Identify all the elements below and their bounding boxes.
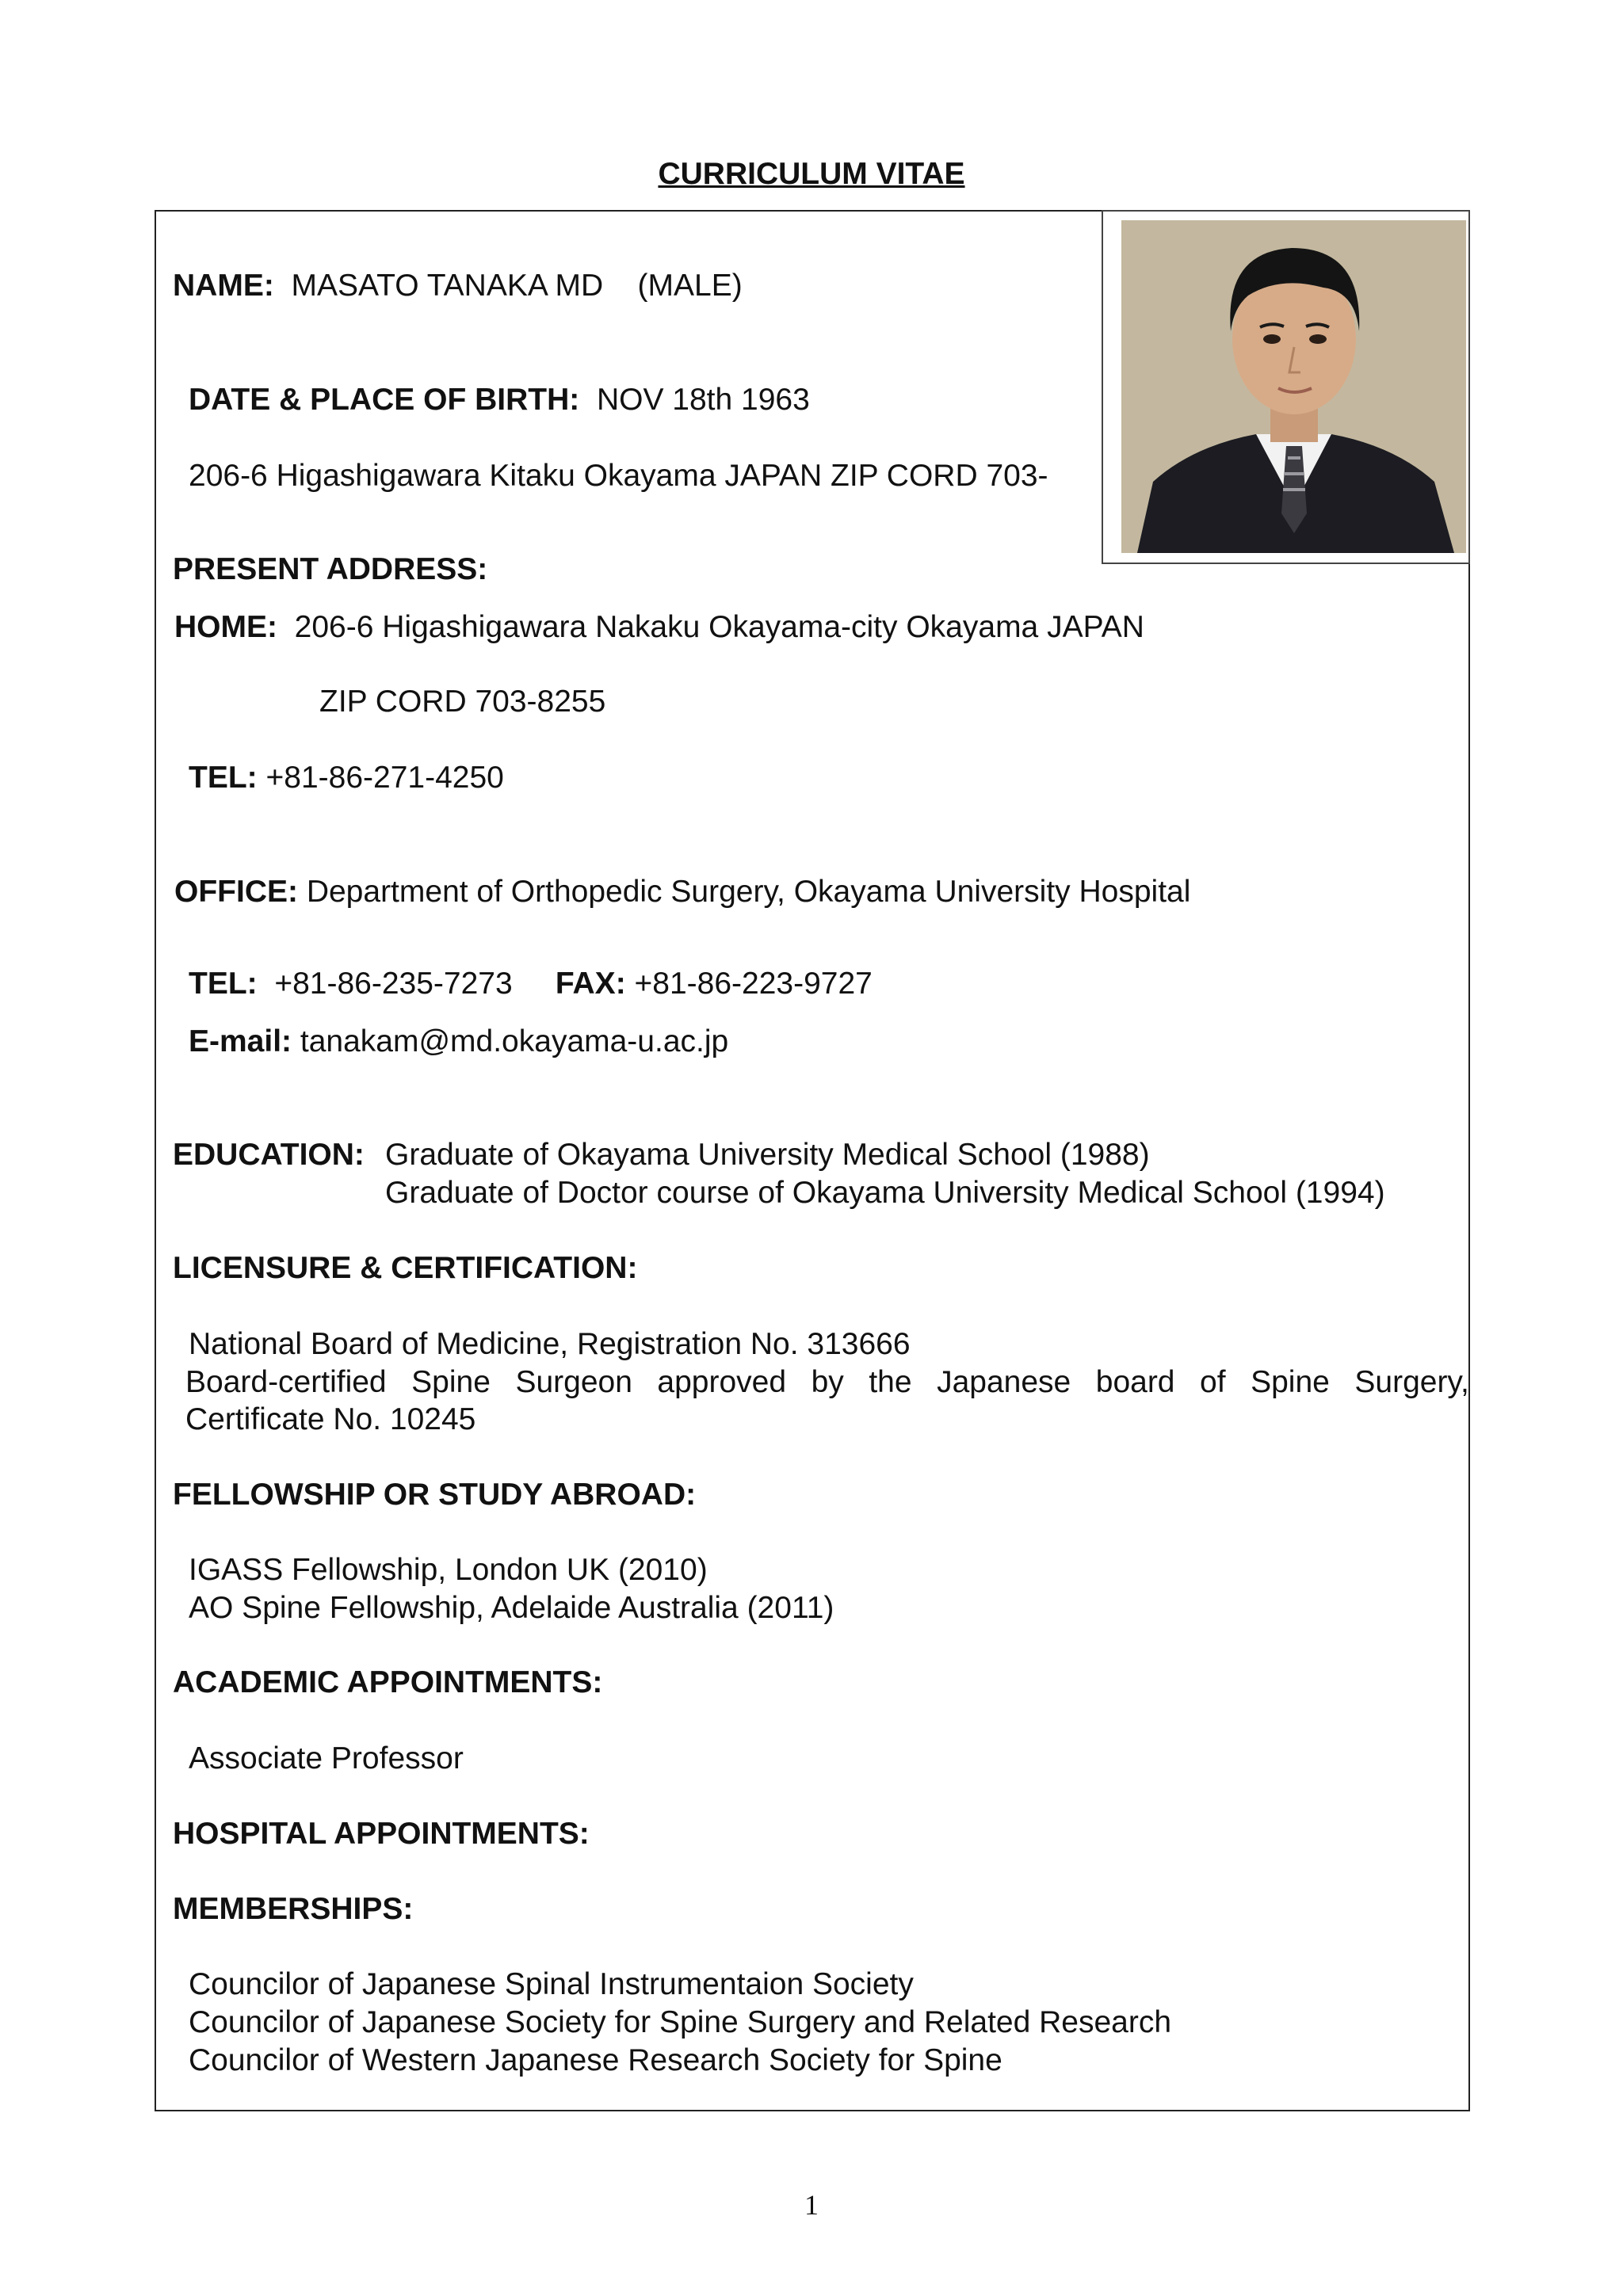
fax-label: FAX: xyxy=(555,967,626,1001)
email-value: tanakam@md.okayama-u.ac.jp xyxy=(300,1024,729,1058)
home-label: HOME: xyxy=(174,610,277,644)
membership-item: Councilor of Japanese Spinal Instrumentaion Society xyxy=(189,1967,914,2001)
name-row xyxy=(173,267,743,305)
sex-value: (MALE) xyxy=(637,269,743,303)
email-label: E-mail: xyxy=(189,1024,292,1058)
licensure-word: Spine xyxy=(411,1365,491,1399)
licensure-word: Board-certified xyxy=(185,1365,387,1399)
licensure-word: Japanese xyxy=(937,1365,1071,1399)
office-row xyxy=(174,873,1190,911)
home-zip: ZIP CORD 703-8255 xyxy=(319,685,606,719)
academic-item: Associate Professor xyxy=(189,1741,464,1775)
office-value: Department of Orthopedic Surgery, Okayama University Hospital xyxy=(306,875,1191,909)
birth-place: 206-6 Higashigawara Kitaku Okayama JAPAN ZIP CORD 703- xyxy=(189,459,1048,493)
memberships-heading: MEMBERSHIPS: xyxy=(173,1892,414,1926)
email-row xyxy=(189,1023,728,1061)
fellowship-item: IGASS Fellowship, London UK (2010) xyxy=(189,1553,708,1587)
present-address-heading: PRESENT ADDRESS: xyxy=(173,552,488,586)
birth-row xyxy=(189,381,810,419)
licensure-word: of xyxy=(1200,1365,1226,1399)
office-label: OFFICE: xyxy=(174,875,298,909)
document-title: CURRICULUM VITAE xyxy=(658,157,965,191)
licensure-heading: LICENSURE & CERTIFICATION: xyxy=(173,1251,638,1285)
licensure-word: board xyxy=(1095,1365,1175,1399)
membership-item: Councilor of Japanese Society for Spine Surgery and Related Research xyxy=(189,2005,1172,2039)
licensure-word: approved xyxy=(657,1365,787,1399)
home-row xyxy=(174,608,1144,646)
licensure-justified-line xyxy=(185,1363,1469,1402)
licensure-word: Surgeon xyxy=(515,1365,632,1399)
home-tel-label: TEL: xyxy=(189,761,258,795)
office-tel-value: +81-86-235-7273 xyxy=(274,967,513,1001)
academic-heading: ACADEMIC APPOINTMENTS: xyxy=(173,1665,603,1699)
home-value: 206-6 Higashigawara Nakaku Okayama-city Okayama JAPAN xyxy=(294,610,1144,644)
fellowship-heading: FELLOWSHIP OR STUDY ABROAD: xyxy=(173,1478,697,1512)
fax-value: +81-86-223-9727 xyxy=(634,967,873,1001)
education-item: Graduate of Doctor course of Okayama University Medical School (1994) xyxy=(385,1176,1385,1210)
licensure-line: Certificate No. 10245 xyxy=(185,1402,476,1436)
name-value: MASATO TANAKA MD xyxy=(291,269,604,303)
licensure-word: Surgery, xyxy=(1354,1365,1469,1399)
home-tel-row xyxy=(189,759,504,797)
page-number: 1 xyxy=(804,2189,819,2221)
education-label: EDUCATION: xyxy=(173,1138,365,1172)
portrait-photo xyxy=(1121,220,1466,553)
office-tel-label: TEL: xyxy=(189,967,258,1001)
education-item: Graduate of Okayama University Medical School (1988) xyxy=(385,1138,1150,1172)
birth-label: DATE & PLACE OF BIRTH: xyxy=(189,383,580,417)
licensure-word: the xyxy=(869,1365,912,1399)
birth-date: NOV 18th 1963 xyxy=(596,383,810,417)
home-tel-value: +81-86-271-4250 xyxy=(265,761,504,795)
hospital-heading: HOSPITAL APPOINTMENTS: xyxy=(173,1817,590,1851)
licensure-word: by xyxy=(811,1365,844,1399)
fellowship-item: AO Spine Fellowship, Adelaide Australia (2011) xyxy=(189,1591,834,1625)
membership-item: Councilor of Western Japanese Research Society for Spine xyxy=(189,2043,1002,2077)
licensure-word: Spine xyxy=(1251,1365,1330,1399)
licensure-line: National Board of Medicine, Registration No. 313666 xyxy=(189,1327,911,1361)
name-label: NAME: xyxy=(173,269,274,303)
office-tel-row xyxy=(189,965,873,1003)
